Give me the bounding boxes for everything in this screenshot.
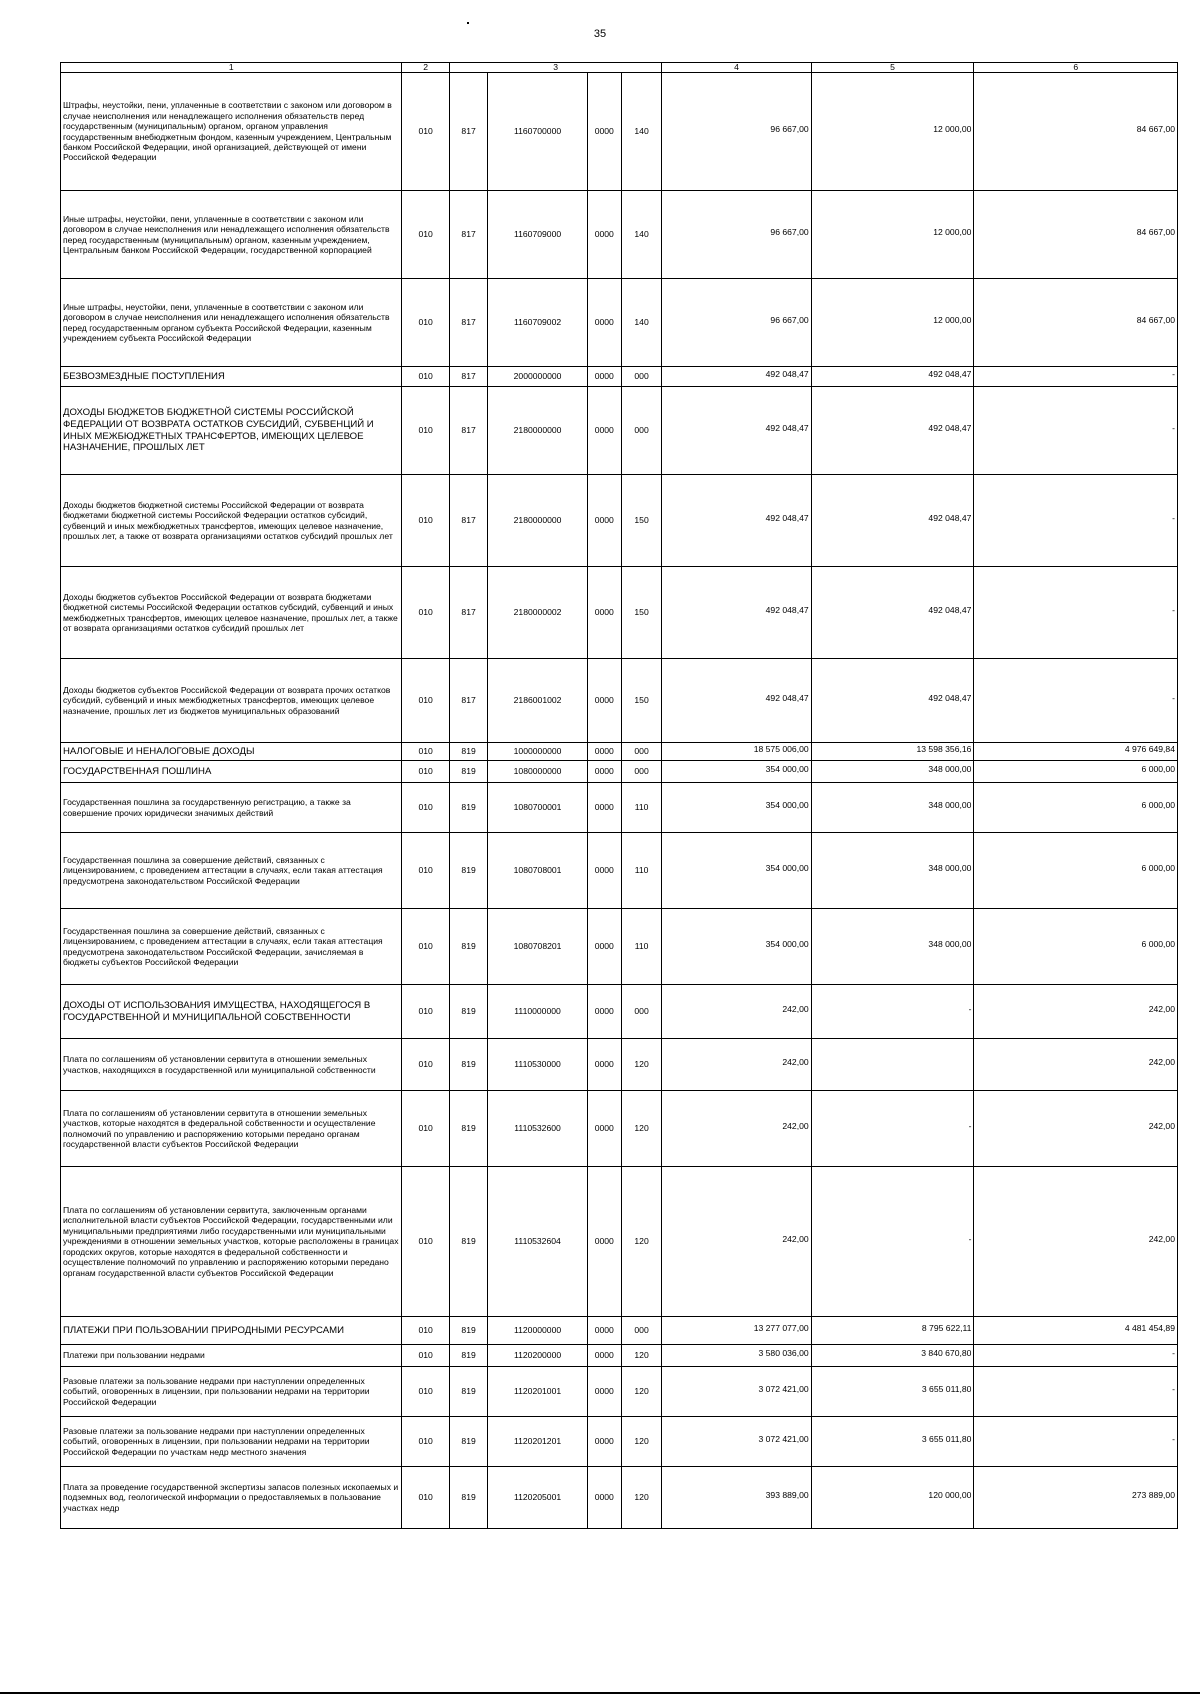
row-value-6: 273 889,00 bbox=[974, 1467, 1178, 1529]
row-code-1: 010 bbox=[402, 1345, 449, 1367]
row-value-4: 96 667,00 bbox=[662, 279, 811, 367]
row-value-5: - bbox=[811, 985, 974, 1039]
row-code-2: 819 bbox=[449, 1367, 487, 1417]
row-code-2: 819 bbox=[449, 1345, 487, 1367]
row-value-6: 6 000,00 bbox=[974, 833, 1178, 909]
row-code-2: 817 bbox=[449, 279, 487, 367]
row-value-6: 84 667,00 bbox=[974, 73, 1178, 191]
row-value-4: 13 277 077,00 bbox=[662, 1317, 811, 1345]
row-value-5: 492 048,47 bbox=[811, 475, 974, 567]
row-code-4: 0000 bbox=[587, 1345, 621, 1367]
row-code-1: 010 bbox=[402, 909, 449, 985]
row-code-5: 120 bbox=[621, 1039, 662, 1091]
table-row bbox=[61, 73, 1178, 191]
row-code-5: 000 bbox=[621, 743, 662, 761]
row-code-4: 0000 bbox=[587, 1039, 621, 1091]
row-code-2: 817 bbox=[449, 475, 487, 567]
row-value-4: 492 048,47 bbox=[662, 659, 811, 743]
row-value-6: - bbox=[974, 387, 1178, 475]
row-value-5: 3 840 670,80 bbox=[811, 1345, 974, 1367]
row-value-4: 354 000,00 bbox=[662, 783, 811, 833]
row-value-5: 12 000,00 bbox=[811, 73, 974, 191]
row-value-5: 492 048,47 bbox=[811, 567, 974, 659]
row-value-5: 12 000,00 bbox=[811, 191, 974, 279]
row-code-3: 1120000000 bbox=[488, 1317, 587, 1345]
row-code-2: 817 bbox=[449, 387, 487, 475]
row-value-6: 84 667,00 bbox=[974, 191, 1178, 279]
row-value-4: 492 048,47 bbox=[662, 567, 811, 659]
table-row bbox=[61, 1467, 1178, 1529]
table-row bbox=[61, 1167, 1178, 1317]
row-code-5: 120 bbox=[621, 1467, 662, 1529]
table-row bbox=[61, 279, 1178, 367]
header-col-5: 5 bbox=[811, 63, 974, 73]
row-code-2: 819 bbox=[449, 761, 487, 783]
row-value-5: 120 000,00 bbox=[811, 1467, 974, 1529]
row-name: Платежи при пользовании недрами bbox=[61, 1345, 402, 1367]
table-row bbox=[61, 367, 1178, 387]
row-code-1: 010 bbox=[402, 279, 449, 367]
row-code-2: 817 bbox=[449, 567, 487, 659]
row-value-4: 354 000,00 bbox=[662, 761, 811, 783]
row-code-5: 110 bbox=[621, 833, 662, 909]
row-code-5: 120 bbox=[621, 1417, 662, 1467]
row-code-3: 1120201001 bbox=[488, 1367, 587, 1417]
sheet-edge bbox=[0, 1692, 1200, 1694]
row-code-1: 010 bbox=[402, 387, 449, 475]
row-code-4: 0000 bbox=[587, 761, 621, 783]
row-name: Плата по соглашениям об установлении сервитута в отношении земельных участков, которые находятся в федеральной собственности и осуществление полномочий по управлению и распоряжению которыми передано органам государственной власти субъектов Российской Федерации bbox=[61, 1091, 402, 1167]
row-code-1: 010 bbox=[402, 1039, 449, 1091]
row-value-6: - bbox=[974, 367, 1178, 387]
row-code-5: 110 bbox=[621, 783, 662, 833]
row-code-3: 1080000000 bbox=[488, 761, 587, 783]
row-code-4: 0000 bbox=[587, 909, 621, 985]
row-code-2: 819 bbox=[449, 909, 487, 985]
row-code-3: 1120205001 bbox=[488, 1467, 587, 1529]
row-name: Государственная пошлина за совершение действий, связанных с лицензированием, с проведением аттестации в случаях, если такая аттестация предусмотрена законодательством Российской Федерации, зачисляемая в бюджеты субъектов Российской Федерации bbox=[61, 909, 402, 985]
row-code-1: 010 bbox=[402, 567, 449, 659]
row-code-5: 140 bbox=[621, 191, 662, 279]
row-value-4: 492 048,47 bbox=[662, 475, 811, 567]
row-code-4: 0000 bbox=[587, 279, 621, 367]
row-name: ГОСУДАРСТВЕННАЯ ПОШЛИНА bbox=[61, 761, 402, 783]
row-value-5: - bbox=[811, 1091, 974, 1167]
row-code-1: 010 bbox=[402, 1417, 449, 1467]
table-row bbox=[61, 833, 1178, 909]
row-code-3: 1080700001 bbox=[488, 783, 587, 833]
row-value-6: 242,00 bbox=[974, 1167, 1178, 1317]
row-name: Иные штрафы, неустойки, пени, уплаченные в соответствии с законом или договором в случае неисполнения или ненадлежащего исполнения обязательств перед государственным органом субъекта Российской Федерации, казенным учреждением субъекта Российской Федерации bbox=[61, 279, 402, 367]
row-code-3: 1120201201 bbox=[488, 1417, 587, 1467]
row-code-5: 000 bbox=[621, 985, 662, 1039]
row-value-4: 242,00 bbox=[662, 1039, 811, 1091]
row-code-4: 0000 bbox=[587, 1417, 621, 1467]
row-value-4: 242,00 bbox=[662, 1091, 811, 1167]
row-value-4: 18 575 006,00 bbox=[662, 743, 811, 761]
row-code-4: 0000 bbox=[587, 1091, 621, 1167]
row-value-6: - bbox=[974, 567, 1178, 659]
row-code-4: 0000 bbox=[587, 1167, 621, 1317]
row-code-2: 819 bbox=[449, 743, 487, 761]
header-col-4: 4 bbox=[662, 63, 811, 73]
row-code-2: 819 bbox=[449, 1039, 487, 1091]
row-code-2: 817 bbox=[449, 659, 487, 743]
row-code-3: 1110000000 bbox=[488, 985, 587, 1039]
row-value-4: 492 048,47 bbox=[662, 367, 811, 387]
row-code-1: 010 bbox=[402, 475, 449, 567]
row-value-6: 242,00 bbox=[974, 1091, 1178, 1167]
table-row bbox=[61, 567, 1178, 659]
row-name: Доходы бюджетов субъектов Российской Федерации от возврата бюджетами бюджетной системы Российской Федерации остатков субсидий, субвенций и иных межбюджетных трансфертов, имеющих целевое назначение, прошлых лет, а также от возврата организациями остатков субсидий прошлых лет bbox=[61, 567, 402, 659]
revenue-table bbox=[60, 62, 1178, 1529]
row-name: Государственная пошлина за совершение действий, связанных с лицензированием, с проведением аттестации в случаях, если такая аттестация предусмотрена законодательством Российской Федерации bbox=[61, 833, 402, 909]
row-code-1: 010 bbox=[402, 783, 449, 833]
row-value-4: 3 072 421,00 bbox=[662, 1367, 811, 1417]
row-code-3: 2186001002 bbox=[488, 659, 587, 743]
row-value-4: 354 000,00 bbox=[662, 909, 811, 985]
row-value-4: 242,00 bbox=[662, 1167, 811, 1317]
row-code-3: 1160700000 bbox=[488, 73, 587, 191]
header-col-2: 2 bbox=[402, 63, 449, 73]
row-value-5: 348 000,00 bbox=[811, 783, 974, 833]
row-value-6: 84 667,00 bbox=[974, 279, 1178, 367]
row-code-2: 819 bbox=[449, 783, 487, 833]
table-row bbox=[61, 1091, 1178, 1167]
row-code-1: 010 bbox=[402, 1367, 449, 1417]
row-value-5: 348 000,00 bbox=[811, 833, 974, 909]
row-value-6: 242,00 bbox=[974, 1039, 1178, 1091]
row-value-6: 242,00 bbox=[974, 985, 1178, 1039]
row-code-3: 2180000000 bbox=[488, 387, 587, 475]
row-value-4: 3 580 036,00 bbox=[662, 1345, 811, 1367]
row-code-5: 120 bbox=[621, 1367, 662, 1417]
row-code-3: 1080708201 bbox=[488, 909, 587, 985]
table-row bbox=[61, 743, 1178, 761]
row-value-6: 6 000,00 bbox=[974, 783, 1178, 833]
row-code-4: 0000 bbox=[587, 743, 621, 761]
row-code-4: 0000 bbox=[587, 985, 621, 1039]
row-value-5 bbox=[811, 1039, 974, 1091]
row-code-1: 010 bbox=[402, 191, 449, 279]
row-code-3: 1080708001 bbox=[488, 833, 587, 909]
row-value-5: 348 000,00 bbox=[811, 761, 974, 783]
row-value-5: 492 048,47 bbox=[811, 659, 974, 743]
row-code-5: 120 bbox=[621, 1345, 662, 1367]
row-value-5: 3 655 011,80 bbox=[811, 1367, 974, 1417]
row-code-5: 120 bbox=[621, 1167, 662, 1317]
row-name: Плата по соглашениям об установлении сервитута в отношении земельных участков, находящихся в государственной или муниципальной собственности bbox=[61, 1039, 402, 1091]
table-row bbox=[61, 761, 1178, 783]
row-code-3: 2180000002 bbox=[488, 567, 587, 659]
row-name: Плата за проведение государственной экспертизы запасов полезных ископаемых и подземных вод, геологической информации о предоставляемых в пользование участках недр bbox=[61, 1467, 402, 1529]
row-code-2: 819 bbox=[449, 1167, 487, 1317]
row-code-1: 010 bbox=[402, 1317, 449, 1345]
row-value-5: 492 048,47 bbox=[811, 367, 974, 387]
row-code-3: 1000000000 bbox=[488, 743, 587, 761]
row-code-1: 010 bbox=[402, 985, 449, 1039]
row-code-2: 819 bbox=[449, 1467, 487, 1529]
row-code-2: 819 bbox=[449, 1091, 487, 1167]
row-code-1: 010 bbox=[402, 659, 449, 743]
row-value-5: 3 655 011,80 bbox=[811, 1417, 974, 1467]
row-value-6: - bbox=[974, 1345, 1178, 1367]
row-value-6: - bbox=[974, 1417, 1178, 1467]
row-value-5: 12 000,00 bbox=[811, 279, 974, 367]
row-name: Доходы бюджетов субъектов Российской Федерации от возврата прочих остатков субсидий, субвенций и иных межбюджетных трансфертов, имеющих целевое назначение, прошлых лет из бюджетов муниципальных образований bbox=[61, 659, 402, 743]
row-name: Разовые платежи за пользование недрами при наступлении определенных событий, оговоренных в лицензии, при пользовании недрами на территории Российской Федерации по участкам недр местного значения bbox=[61, 1417, 402, 1467]
row-code-4: 0000 bbox=[587, 833, 621, 909]
row-code-5: 000 bbox=[621, 367, 662, 387]
row-code-1: 010 bbox=[402, 73, 449, 191]
row-value-4: 3 072 421,00 bbox=[662, 1417, 811, 1467]
row-code-3: 2000000000 bbox=[488, 367, 587, 387]
row-code-2: 817 bbox=[449, 191, 487, 279]
row-code-2: 817 bbox=[449, 73, 487, 191]
table-row bbox=[61, 783, 1178, 833]
row-code-3: 1110532604 bbox=[488, 1167, 587, 1317]
page-number: 35 bbox=[593, 28, 607, 40]
table-row bbox=[61, 475, 1178, 567]
row-code-3: 1160709000 bbox=[488, 191, 587, 279]
row-name: ПЛАТЕЖИ ПРИ ПОЛЬЗОВАНИИ ПРИРОДНЫМИ РЕСУРСАМИ bbox=[61, 1317, 402, 1345]
row-name: ДОХОДЫ БЮДЖЕТОВ БЮДЖЕТНОЙ СИСТЕМЫ РОССИЙСКОЙ ФЕДЕРАЦИИ ОТ ВОЗВРАТА ОСТАТКОВ СУБСИДИЙ, СУБВЕНЦИЙ И ИНЫХ МЕЖБЮДЖЕТНЫХ ТРАНСФЕРТОВ, ИМЕЮЩИХ ЦЕЛЕВОЕ НАЗНАЧЕНИЕ, ПРОШЛЫХ ЛЕТ bbox=[61, 387, 402, 475]
row-code-5: 150 bbox=[621, 567, 662, 659]
row-value-5: 8 795 622,11 bbox=[811, 1317, 974, 1345]
row-value-4: 492 048,47 bbox=[662, 387, 811, 475]
row-value-6: 4 481 454,89 bbox=[974, 1317, 1178, 1345]
table-row bbox=[61, 909, 1178, 985]
row-name: Государственная пошлина за государственную регистрацию, а также за совершение прочих юридически значимых действий bbox=[61, 783, 402, 833]
row-name: Иные штрафы, неустойки, пени, уплаченные в соответствии с законом или договором в случае неисполнения или ненадлежащего исполнения обязательств перед государственным (муниципальным) органом, казенным учреждением, Центральным банком Российской Федерации, государственной корпорацией bbox=[61, 191, 402, 279]
header-col-3: 3 bbox=[449, 63, 662, 73]
row-code-3: 1110530000 bbox=[488, 1039, 587, 1091]
table-row bbox=[61, 191, 1178, 279]
row-code-4: 0000 bbox=[587, 567, 621, 659]
row-value-4: 393 889,00 bbox=[662, 1467, 811, 1529]
row-code-5: 000 bbox=[621, 761, 662, 783]
row-code-1: 010 bbox=[402, 761, 449, 783]
table-row bbox=[61, 1039, 1178, 1091]
row-code-3: 2180000000 bbox=[488, 475, 587, 567]
row-value-5: - bbox=[811, 1167, 974, 1317]
table-row bbox=[61, 1367, 1178, 1417]
table-row bbox=[61, 985, 1178, 1039]
row-code-4: 0000 bbox=[587, 475, 621, 567]
row-code-1: 010 bbox=[402, 743, 449, 761]
row-code-4: 0000 bbox=[587, 73, 621, 191]
row-value-6: 6 000,00 bbox=[974, 761, 1178, 783]
row-code-2: 819 bbox=[449, 833, 487, 909]
row-value-4: 354 000,00 bbox=[662, 833, 811, 909]
row-code-5: 000 bbox=[621, 1317, 662, 1345]
header-col-6: 6 bbox=[974, 63, 1178, 73]
row-name: БЕЗВОЗМЕЗДНЫЕ ПОСТУПЛЕНИЯ bbox=[61, 367, 402, 387]
row-code-4: 0000 bbox=[587, 1467, 621, 1529]
row-code-3: 1160709002 bbox=[488, 279, 587, 367]
row-value-6: - bbox=[974, 659, 1178, 743]
table-row bbox=[61, 387, 1178, 475]
row-name: ДОХОДЫ ОТ ИСПОЛЬЗОВАНИЯ ИМУЩЕСТВА, НАХОДЯЩЕГОСЯ В ГОСУДАРСТВЕННОЙ И МУНИЦИПАЛЬНОЙ СОБСТВЕННОСТИ bbox=[61, 985, 402, 1039]
row-code-5: 000 bbox=[621, 387, 662, 475]
row-code-1: 010 bbox=[402, 1167, 449, 1317]
row-value-5: 492 048,47 bbox=[811, 387, 974, 475]
row-value-4: 96 667,00 bbox=[662, 191, 811, 279]
table-row bbox=[61, 1417, 1178, 1467]
row-value-6: - bbox=[974, 1367, 1178, 1417]
row-code-4: 0000 bbox=[587, 783, 621, 833]
table-row bbox=[61, 659, 1178, 743]
row-value-4: 96 667,00 bbox=[662, 73, 811, 191]
row-code-5: 150 bbox=[621, 659, 662, 743]
row-name: НАЛОГОВЫЕ И НЕНАЛОГОВЫЕ ДОХОДЫ bbox=[61, 743, 402, 761]
row-name: Плата по соглашениям об установлении сервитута, заключенным органами исполнительной власти субъектов Российской Федерации, государственными или муниципальными предприятиями либо государственными или муниципальными учреждениями в отношении земельных участков, которые расположены в границах городских округов, которые находятся в федеральной собственности и осуществление полномочий по управлению и распоряжению которыми передано органам государственной власти субъектов Российской Федерации bbox=[61, 1167, 402, 1317]
row-code-5: 120 bbox=[621, 1091, 662, 1167]
row-value-6: 6 000,00 bbox=[974, 909, 1178, 985]
row-name: Доходы бюджетов бюджетной системы Российской Федерации от возврата бюджетами бюджетной системы Российской Федерации остатков субсидий, субвенций и иных межбюджетных трансфертов, имеющих целевое назначение, прошлых лет, а также от возврата организациями остатков субсидий прошлых лет bbox=[61, 475, 402, 567]
row-code-3: 1120200000 bbox=[488, 1345, 587, 1367]
row-code-4: 0000 bbox=[587, 1317, 621, 1345]
row-code-5: 150 bbox=[621, 475, 662, 567]
row-code-2: 819 bbox=[449, 1317, 487, 1345]
row-code-2: 819 bbox=[449, 985, 487, 1039]
row-code-5: 110 bbox=[621, 909, 662, 985]
row-code-1: 010 bbox=[402, 1091, 449, 1167]
row-code-3: 1110532600 bbox=[488, 1091, 587, 1167]
row-code-4: 0000 bbox=[587, 367, 621, 387]
column-number-row bbox=[61, 63, 1178, 73]
row-code-4: 0000 bbox=[587, 191, 621, 279]
row-value-4: 242,00 bbox=[662, 985, 811, 1039]
table-row bbox=[61, 1345, 1178, 1367]
row-code-4: 0000 bbox=[587, 387, 621, 475]
row-code-1: 010 bbox=[402, 833, 449, 909]
scan-speck bbox=[467, 22, 469, 24]
row-code-5: 140 bbox=[621, 73, 662, 191]
table-row bbox=[61, 1317, 1178, 1345]
header-col-1: 1 bbox=[61, 63, 402, 73]
row-name: Штрафы, неустойки, пени, уплаченные в соответствии с законом или договором в случае неисполнения или ненадлежащего исполнения обязательств перед государственным (муниципальным) органом, органом управления государственным внебюджетным фондом, казенным учреждением, Центральным банком Российской Федерации, иной организацией, действующей от имени Российской Федерации bbox=[61, 73, 402, 191]
row-code-5: 140 bbox=[621, 279, 662, 367]
row-code-4: 0000 bbox=[587, 1367, 621, 1417]
row-code-4: 0000 bbox=[587, 659, 621, 743]
row-code-1: 010 bbox=[402, 367, 449, 387]
row-code-1: 010 bbox=[402, 1467, 449, 1529]
row-code-2: 817 bbox=[449, 367, 487, 387]
row-value-6: 4 976 649,84 bbox=[974, 743, 1178, 761]
row-value-6: - bbox=[974, 475, 1178, 567]
row-value-5: 13 598 356,16 bbox=[811, 743, 974, 761]
row-code-2: 819 bbox=[449, 1417, 487, 1467]
row-name: Разовые платежи за пользование недрами при наступлении определенных событий, оговоренных в лицензии, при пользовании недрами на территории Российской Федерации bbox=[61, 1367, 402, 1417]
row-value-5: 348 000,00 bbox=[811, 909, 974, 985]
